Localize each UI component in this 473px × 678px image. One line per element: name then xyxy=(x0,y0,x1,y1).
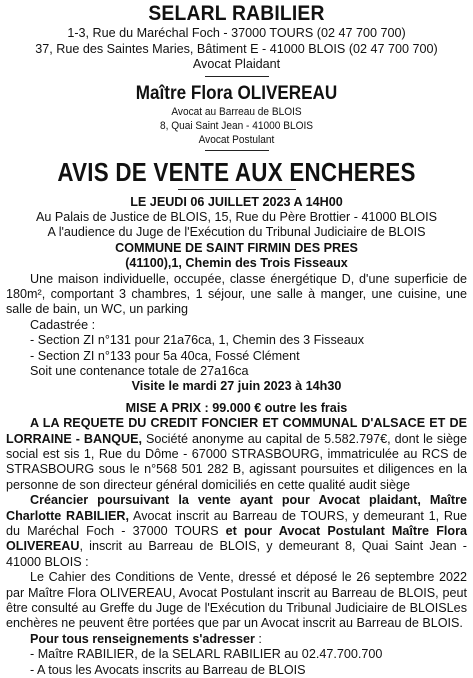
requete-bold: A LA REQUETE DU CREDIT FONCIER ET COMMUNAL D'ALSACE ET DE LORRAINE - BANQUE, xyxy=(6,416,467,445)
property-description: Une maison individuelle, occupée, classe énergétique D, d'une superficie de 180m², comportant 3 chambres, 1 séjour, une salle à manger, une cuisine, une salle de bain, un WC, un parking xyxy=(6,272,467,318)
divider xyxy=(205,76,269,77)
info-line: - Maître RABILIER, de la SELARL RABILIER au 02.47.700.700 xyxy=(6,647,467,662)
total-area: Soit une contenance totale de 27a16ca xyxy=(6,364,467,379)
sale-date: LE JEUDI 06 JUILLET 2023 A 14H00 xyxy=(6,195,467,210)
visit-date: Visite le mardi 27 juin 2023 à 14h30 xyxy=(6,379,467,394)
creancier-text-1: Avocat inscrit au Barreau de TOURS, y demeurant 1, Rue du Maréchal Foch - 37000 TOURS xyxy=(6,509,467,538)
lawyer-bar: Avocat au Barreau de BLOIS xyxy=(24,105,448,119)
sale-street: (41100),1, Chemin des Trois Fisseaux xyxy=(6,256,467,271)
cahier-paragraph: Le Cahier des Conditions de Vente, dressé et déposé le 26 septembre 2022 par Maître Flora OLIVEREAU, Avocat Postulant inscrit au Barreau de BLOIS, peut être consulté au Greffe du Juge de l'Exécution du Tribunal Judiciaire de BLOISLes enchères ne peuvent être portées que par un Avocat inscrit au Barreau de BLOIS. xyxy=(6,570,467,632)
divider xyxy=(178,189,296,190)
notice-headline: AVIS DE VENTE AUX ENCHERES xyxy=(38,157,434,187)
creancier-text-2: , inscrit au Barreau de BLOIS, y demeurant 8, Quai Saint Jean - 41000 BLOIS : xyxy=(6,539,467,568)
requete-paragraph xyxy=(6,416,467,493)
firm-address-2: 37, Rue des Saintes Maries, Bâtiment E - 41000 BLOIS (02 47 700 700) xyxy=(6,42,467,58)
legal-notice xyxy=(0,2,473,677)
divider xyxy=(205,150,269,151)
cadastre-label: Cadastrée : xyxy=(6,318,467,333)
sale-place: Au Palais de Justice de BLOIS, 15, Rue du Père Brottier - 41000 BLOIS xyxy=(6,210,467,225)
info-colon: : xyxy=(255,632,262,646)
firm-name: SELARL RABILIER xyxy=(24,2,448,26)
lawyer-name: Maître Flora OLIVEREAU xyxy=(29,83,444,105)
firm-role: Avocat Plaidant xyxy=(6,57,467,73)
info-label: Pour tous renseignements s'adresser xyxy=(30,632,255,646)
creancier-paragraph xyxy=(6,493,467,570)
notice-body xyxy=(6,195,467,678)
requete-text: Société anonyme au capital de 5.582.797€, dont le siège social est sis 1, Rue du Dôme - 67000 STRASBOURG, immatriculée au RCS de STRASBOURG sous le n°568 501 282 B, agissant poursuites et diligences en la personne de son directeur général domiciliés en cette qualité audit siège xyxy=(6,432,467,492)
sale-hearing: A l'audience du Juge de l'Exécution du Tribunal Judiciaire de BLOIS xyxy=(6,225,467,240)
creancier-bold-1: Créancier poursuivant la vente ayant pour Avocat plaidant, Maître Charlotte RABILIER, xyxy=(6,493,467,522)
lawyer-address: 8, Quai Saint Jean - 41000 BLOIS xyxy=(24,119,448,133)
lawyer-role: Avocat Postulant xyxy=(24,133,448,147)
creancier-bold-2: et pour Avocat Postulant Maître Flora OLIVEREAU xyxy=(6,524,467,553)
firm-block xyxy=(6,2,467,77)
sale-commune: COMMUNE DE SAINT FIRMIN DES PRES xyxy=(6,241,467,256)
cadastre-line: - Section ZI n°131 pour 21a76ca, 1, Chemin des 3 Fisseaux xyxy=(6,333,467,348)
info-line: - A tous les Avocats inscrits au Barreau de BLOIS xyxy=(6,663,467,678)
starting-price: MISE A PRIX : 99.000 € outre les frais xyxy=(6,401,467,416)
info-heading xyxy=(6,632,467,647)
cadastre-line: - Section ZI n°133 pour 5a 40ca, Fossé Clément xyxy=(6,349,467,364)
lawyer-block xyxy=(6,83,467,151)
firm-address-1: 1-3, Rue du Maréchal Foch - 37000 TOURS (02 47 700 700) xyxy=(6,26,467,42)
